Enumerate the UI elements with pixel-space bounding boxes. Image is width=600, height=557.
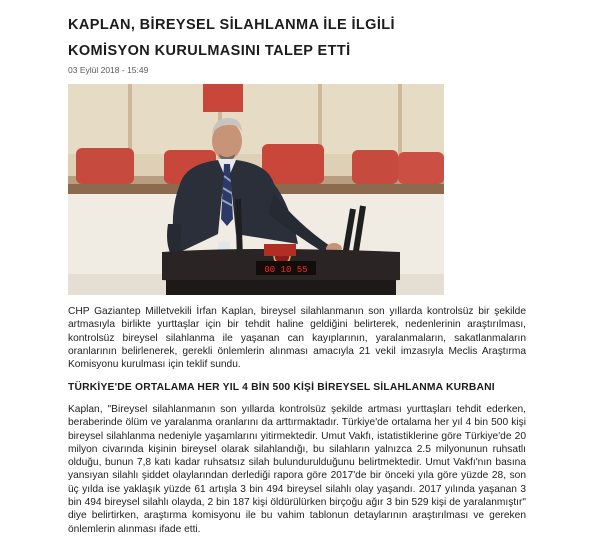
article-paragraph-2: Kaplan, "Bireysel silahlanmanın son yıllarda kontrolsüz şekilde artması yurttaşları tehdit ederken, beraberinde ölüm ve yaralanma oranlarını da arttırmaktadır. Türkiye'de ortalama her yıl 4 bin 500 kişi bireysel silahlanma nedeniyle yaşamlarını yitirmektedir. Umut Vakfı, istatistiklerine göre Türkiye'de 20 milyon civarında kişinin bireysel olarak silahlandığı, bu silahların yalnızca 2.5 milyonunun ruhsatlı olduğu, bunun 7,8 katı kadar ruhsatsız silah bulundurulduğunu belirtmektedir. Umut Vakfı'nın basına yansıyan silahlı şiddet olaylarından derlediği rapora göre 2017'de bir önceki yıla göre yüzde 28, son üç yılda ise yaklaşık yüzde 61 artışla 3 bin 494 bireysel silahlı olay yaşandı. 2017 yılında yaşanan 3 bin 494 bireysel silahlı olayda, 2 bin 187 kişi öldürülürken birçoğu ağır 3 bin 529 kişi de yaralanmıştır" diye belirtirken, araştırma komisyonu ile bu vahim tablonun detaylarının araştırılması ve gereken önlemlerin alınması ifade etti. <box>68 404 526 535</box>
article-date: 03 Eylül 2018 - 15:49 <box>68 65 149 75</box>
article-title: KAPLAN, BİREYSEL SİLAHLANMA İLE İLGİLİ KOMİSYON KURULMASINI TALEP ETTİ <box>68 17 395 59</box>
podium-counter: 00 10 55 <box>264 265 308 275</box>
article-paragraph-1: CHP Gaziantep Milletvekili İrfan Kaplan, bireysel silahlanmanın son yıllarda kontrolsüz bir şekilde artmasıyla birlikte yurttaşlar için bir tehdit haline geldiğini belirterek, nedenlerinin araştırılması, kontrolsüz bireysel silahlanma ile yaşanan can kayıplarının, yaralanmaların, sakatlanmaların oranlarının belirlenerek, gerekli önlemlerin alınması amacıyla 21 vekil imzasıyla Meclis Araştırma Komisyonu kurulması için teklif sundu. <box>68 306 526 371</box>
article-photo <box>68 84 444 295</box>
article-subheading: TÜRKİYE'DE ORTALAMA HER YIL 4 BİN 500 KİŞİ BİREYSEL SİLAHLANMA KURBANI <box>68 382 495 393</box>
